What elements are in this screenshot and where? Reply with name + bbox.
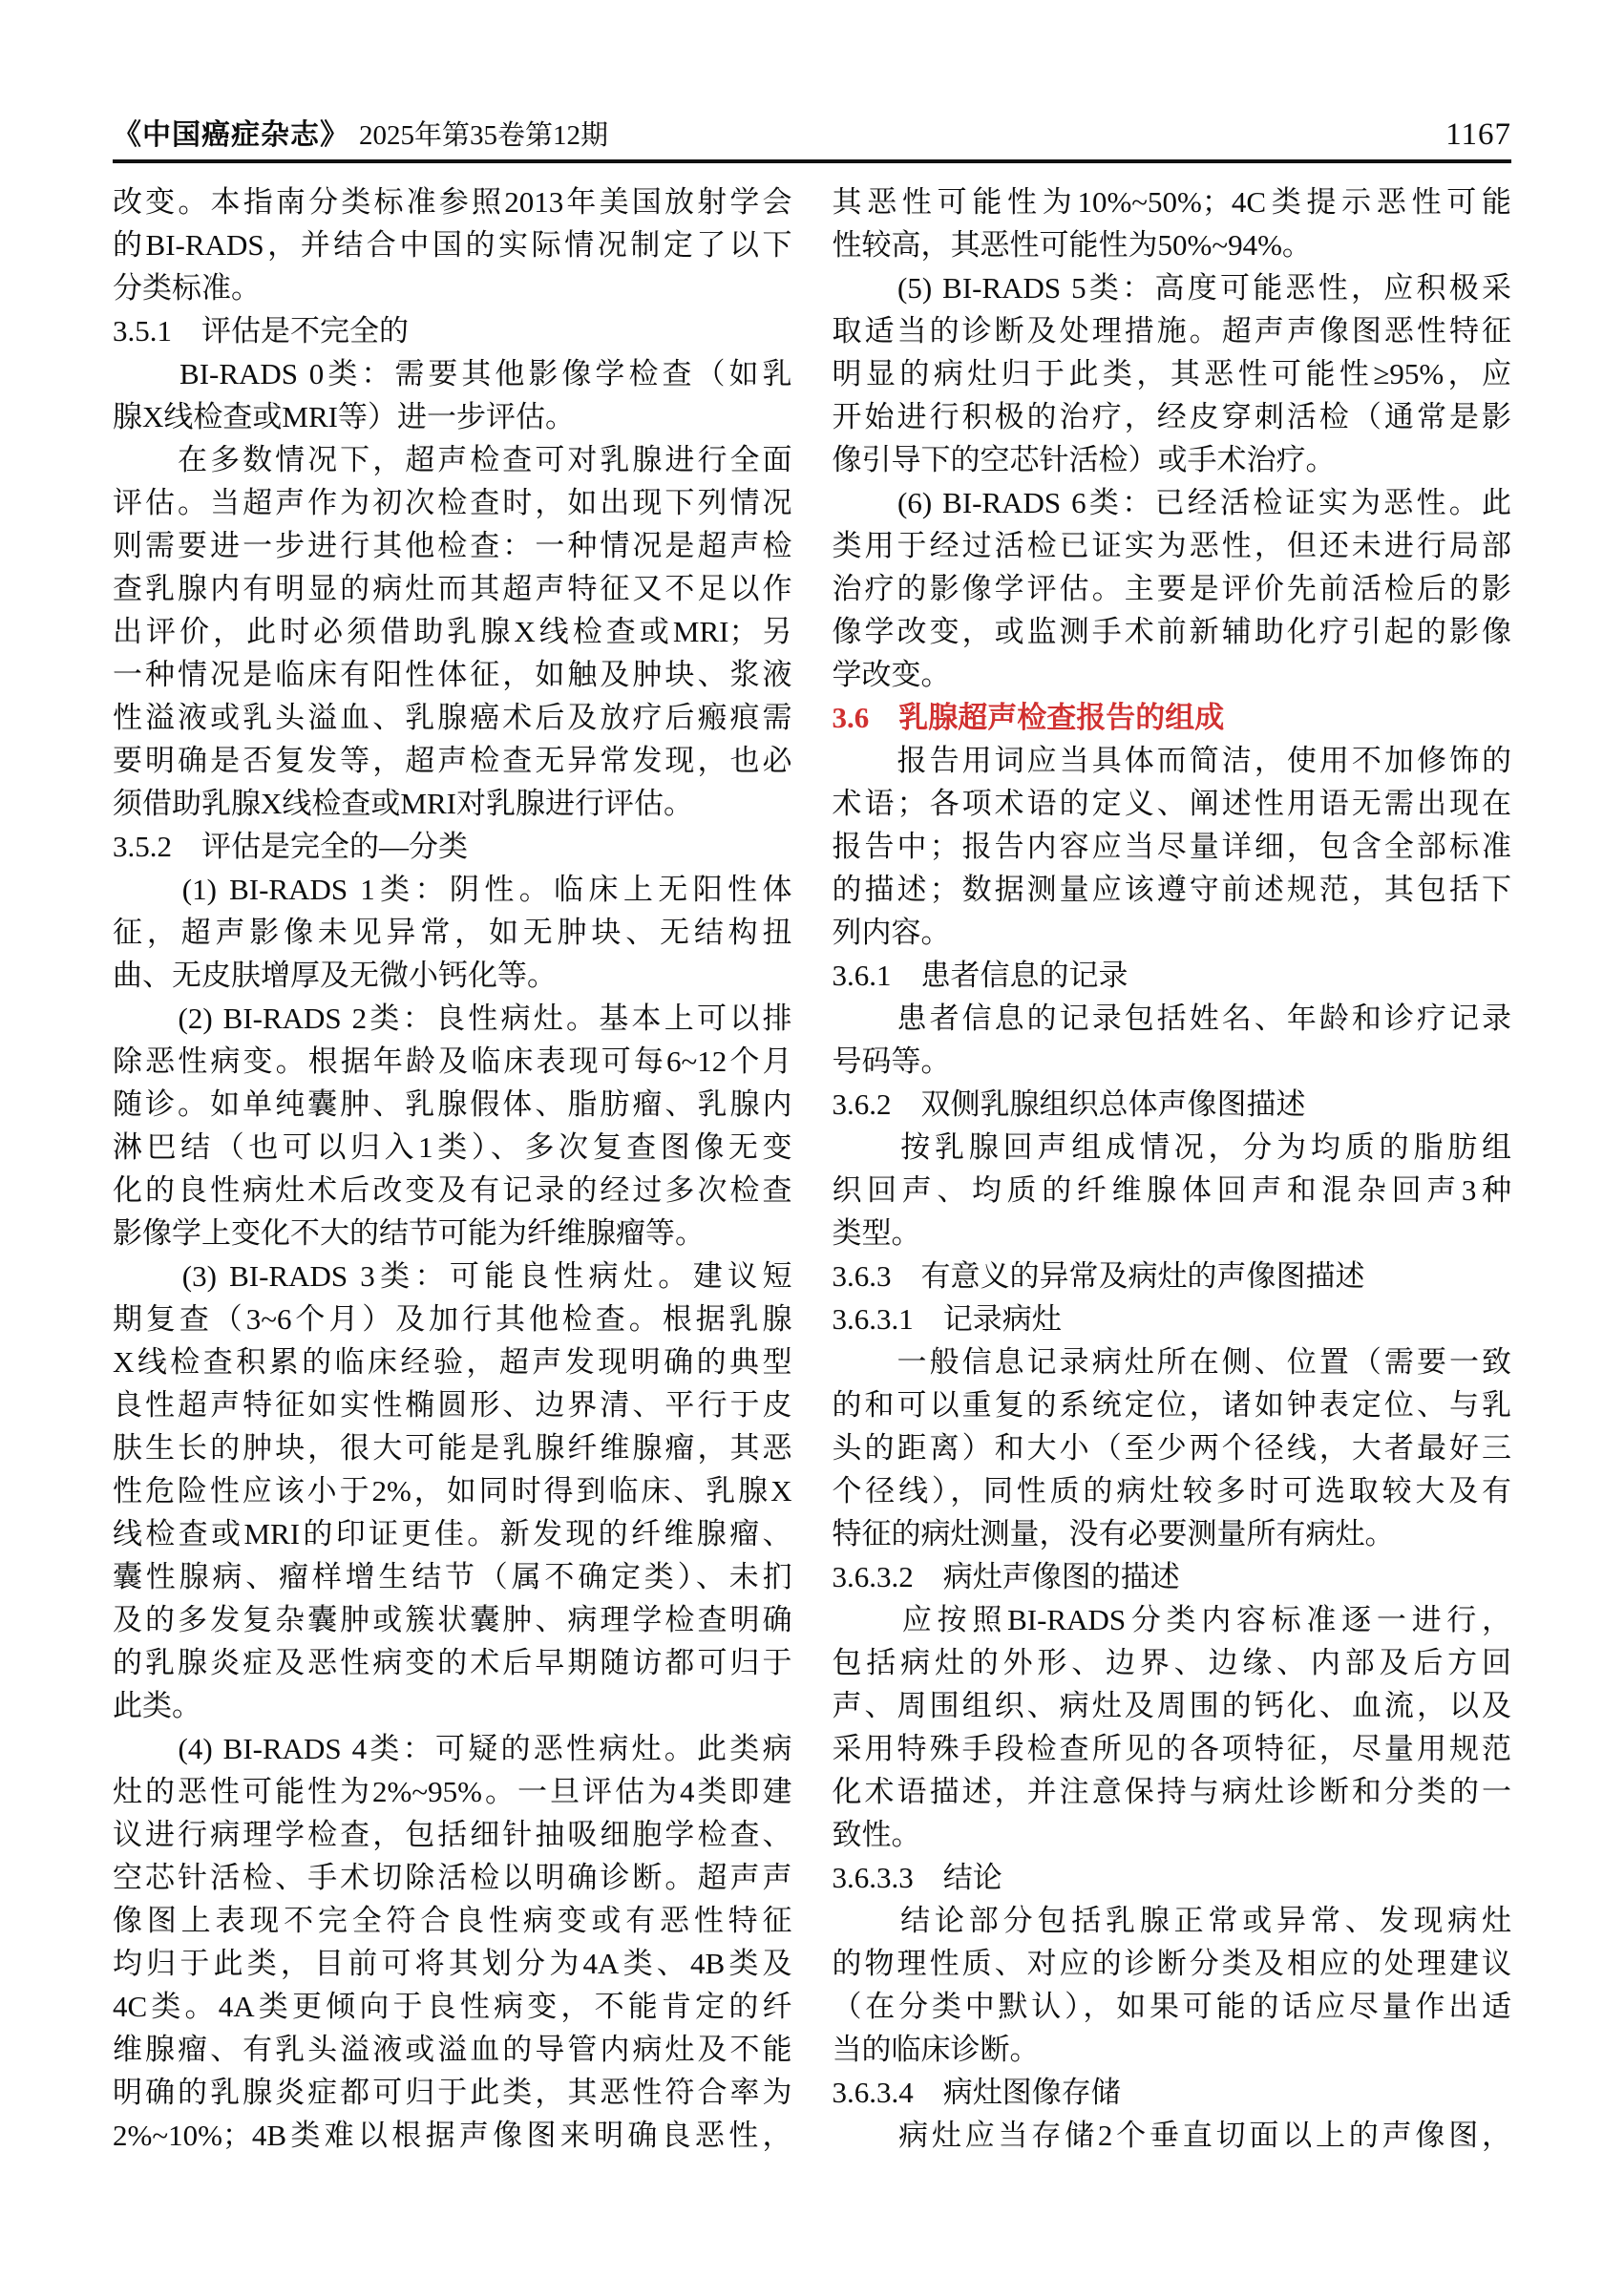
text-line: 像引导下的空芯针活检）或手术治疗。 xyxy=(832,443,1336,476)
text-line: 查乳腺内有明显的病灶而其超声特征又不足以作 xyxy=(113,572,792,605)
text-line: 肤生长的肿块，很大可能是乳腺纤维腺瘤，其恶 xyxy=(113,1431,792,1465)
text-line: 期复查（3~6个月）及加行其他检查。根据乳腺 xyxy=(113,1302,792,1336)
text-line: 开始进行积极的治疗，经皮穿刺活检（通常是影 xyxy=(832,400,1511,433)
text-line: 包括病灶的外形、边界、边缘、内部及后方回 xyxy=(832,1646,1511,1679)
text-line: 特征的病灶测量，没有必要测量所有病灶。 xyxy=(832,1517,1395,1550)
section-heading: 3.6.3.1 记录病灶 xyxy=(832,1302,1062,1336)
text-line: 征，超声影像未见异常，如无肿块、无结构扭 xyxy=(113,916,792,949)
text-line: 应按照BI-RADS分类内容标准逐一进行， xyxy=(832,1603,1511,1636)
text-line: 声、周围组织、病灶及周围的钙化、血流，以及 xyxy=(832,1689,1511,1722)
text-line: 其恶性可能性为10%~50%；4C类提示恶性可能 xyxy=(832,185,1511,219)
text-line: 取适当的诊断及处理措施。超声声像图恶性特征 xyxy=(832,314,1511,348)
text-line: 性溢液或乳头溢血、乳腺癌术后及放疗后瘢痕需 xyxy=(113,701,792,734)
header-rule xyxy=(113,159,1511,163)
text-line: 2%~10%；4B类难以根据声像图来明确良恶性， xyxy=(113,2119,792,2152)
text-line: 分类标准。 xyxy=(113,271,261,305)
text-line: 除恶性病变。根据年龄及临床表现可每6~12个月 xyxy=(113,1044,792,1078)
text-line: 的乳腺炎症及恶性病变的术后早期随访都可归于 xyxy=(113,1646,792,1679)
text-line: (1) BI-RADS 1类：阴性。临床上无阳性体 xyxy=(113,873,792,906)
text-line: 淋巴结（也可以归入1类）、多次复查图像无变 xyxy=(113,1130,792,1164)
text-line: 头的距离）和大小（至少两个径线，大者最好三 xyxy=(832,1431,1511,1465)
journal-title: 《中国癌症杂志》 xyxy=(113,119,349,151)
text-line: 的物理性质、对应的诊断分类及相应的处理建议 xyxy=(832,1947,1511,1980)
text-line: 4C类。4A类更倾向于良性病变，不能肯定的纤 xyxy=(113,1990,792,2023)
journal-issue: 2025年第35卷第12期 xyxy=(359,120,609,151)
section-heading: 3.6.1 患者信息的记录 xyxy=(832,959,1128,992)
text-line: 曲、无皮肤增厚及无微小钙化等。 xyxy=(113,959,557,992)
text-line: 议进行病理学检查，包括细针抽吸细胞学检查、 xyxy=(113,1818,792,1851)
text-line: 个径线），同性质的病灶较多时可选取较大及有 xyxy=(832,1474,1511,1508)
text-line: 此类。 xyxy=(113,1689,201,1722)
text-line: 的和可以重复的系统定位，诸如钟表定位、与乳 xyxy=(832,1388,1511,1422)
text-line: 及的多发复杂囊肿或簇状囊肿、病理学检查明确 xyxy=(113,1603,792,1636)
text-line: 出评价，此时必须借助乳腺X线检查或MRI；另 xyxy=(113,615,792,648)
text-line: 须借助乳腺X线检查或MRI对乳腺进行评估。 xyxy=(113,787,693,820)
text-line: 的BI-RADS，并结合中国的实际情况制定了以下 xyxy=(113,228,792,262)
text-line: 报告中；报告内容应当尽量详细，包含全部标准 xyxy=(832,830,1511,863)
text-line: 当的临床诊断。 xyxy=(832,2033,1040,2066)
text-line: 则需要进一步进行其他检查：一种情况是超声检 xyxy=(113,529,792,562)
text-line: 明显的病灶归于此类，其恶性可能性≥95%，应 xyxy=(832,357,1511,390)
text-line: (5) BI-RADS 5类：高度可能恶性，应积极采 xyxy=(832,271,1511,305)
section-heading: 3.5.1 评估是不完全的 xyxy=(113,314,409,348)
text-line: 学改变。 xyxy=(832,658,951,691)
text-line: (2) BI-RADS 2类：良性病灶。基本上可以排 xyxy=(113,1002,792,1035)
text-line: 结论部分包括乳腺正常或异常、发现病灶 xyxy=(832,1904,1511,1937)
text-line: 均归于此类，目前可将其划分为4A类、4B类及 xyxy=(113,1947,792,1980)
text-line: 化的良性病灶术后改变及有记录的经过多次检查 xyxy=(113,1173,792,1207)
text-line: 评估。当超声作为初次检查时，如出现下列情况 xyxy=(113,486,792,519)
section-heading: 3.6.3.2 病灶声像图的描述 xyxy=(832,1560,1180,1593)
text-line: 一般信息记录病灶所在侧、位置（需要一致 xyxy=(832,1345,1511,1379)
text-line: 像学改变，或监测手术前新辅助化疗引起的影像 xyxy=(832,615,1511,648)
text-line: 随诊。如单纯囊肿、乳腺假体、脂肪瘤、乳腺内 xyxy=(113,1087,792,1121)
text-line: 改变。本指南分类标准参照2013年美国放射学会 xyxy=(113,185,792,219)
text-line: 性危险性应该小于2%，如同时得到临床、乳腺X xyxy=(113,1474,792,1508)
text-line: 良性超声特征如实性椭圆形、边界清、平行于皮 xyxy=(113,1388,792,1422)
text-line: 性较高，其恶性可能性为50%~94%。 xyxy=(832,228,1312,262)
page-number: 1167 xyxy=(1445,117,1511,152)
text-line: 明确的乳腺炎症都可归于此类，其恶性符合率为 xyxy=(113,2076,792,2109)
text-line: 线检查或MRI的印证更佳。新发现的纤维腺瘤、 xyxy=(113,1517,792,1550)
text-line: 空芯针活检、手术切除活检以明确诊断。超声声 xyxy=(113,1861,792,1894)
text-line: 囊性腺病、瘤样增生结节（属不确定类）、未扪 xyxy=(113,1560,792,1593)
section-heading: 3.6.3.3 结论 xyxy=(832,1861,1002,1894)
text-line: 按乳腺回声组成情况，分为均质的脂肪组 xyxy=(832,1130,1511,1164)
text-line: (4) BI-RADS 4类：可疑的恶性病灶。此类病 xyxy=(113,1732,792,1765)
header-left xyxy=(113,111,608,153)
text-line: 类用于经过活检已证实为恶性，但还未进行局部 xyxy=(832,529,1511,562)
text-line: (3) BI-RADS 3类：可能良性病灶。建议短 xyxy=(113,1259,792,1293)
text-line: 腺X线检查或MRI等）进一步评估。 xyxy=(113,400,575,433)
text-line: 在多数情况下，超声检查可对乳腺进行全面 xyxy=(113,443,792,476)
text-line: 影像学上变化不大的结节可能为纤维腺瘤等。 xyxy=(113,1216,705,1250)
text-line: 治疗的影像学评估。主要是评价先前活检后的影 xyxy=(832,572,1511,605)
text-line: 号码等。 xyxy=(832,1044,951,1078)
right-column xyxy=(833,180,1512,2157)
section-heading: 3.6.2 双侧乳腺组织总体声像图描述 xyxy=(832,1087,1306,1121)
text-line: (6) BI-RADS 6类：已经活检证实为恶性。此 xyxy=(832,486,1511,519)
section-heading: 3.5.2 评估是完全的—分类 xyxy=(113,830,468,863)
text-line: 类型。 xyxy=(832,1216,921,1250)
text-line: （在分类中默认），如果可能的话应尽量作出适 xyxy=(832,1990,1511,2023)
text-line: X线检查积累的临床经验，超声发现明确的典型 xyxy=(113,1345,792,1379)
text-line: 像图上表现不完全符合良性病变或有恶性特征 xyxy=(113,1904,792,1937)
text-line: 术语；各项术语的定义、阐述性用语无需出现在 xyxy=(832,787,1511,820)
text-line: 一种情况是临床有阳性体征，如触及肿块、浆液 xyxy=(113,658,792,691)
section-heading: 3.6 乳腺超声检查报告的组成 xyxy=(832,701,1225,734)
page-header xyxy=(113,0,1511,153)
text-line: 致性。 xyxy=(832,1818,921,1851)
content-columns xyxy=(113,180,1511,2157)
text-line: 病灶应当存储2个垂直切面以上的声像图， xyxy=(832,2119,1511,2152)
text-line: 报告用词应当具体而简洁，使用不加修饰的 xyxy=(832,744,1511,777)
text-line: 织回声、均质的纤维腺体回声和混杂回声3种 xyxy=(832,1173,1511,1207)
text-line: 患者信息的记录包括姓名、年龄和诊疗记录 xyxy=(832,1002,1511,1035)
text-line: BI-RADS 0类：需要其他影像学检查（如乳 xyxy=(113,357,792,390)
text-line: 维腺瘤、有乳头溢液或溢血的导管内病灶及不能 xyxy=(113,2033,792,2066)
text-line: 要明确是否复发等，超声检查无异常发现，也必 xyxy=(113,744,792,777)
left-column xyxy=(113,180,792,2157)
text-line: 列内容。 xyxy=(832,916,951,949)
section-heading: 3.6.3 有意义的异常及病灶的声像图描述 xyxy=(832,1259,1365,1293)
text-line: 的描述；数据测量应该遵守前述规范，其包括下 xyxy=(832,873,1511,906)
text-line: 灶的恶性可能性为2%~95%。一旦评估为4类即建 xyxy=(113,1775,792,1808)
section-heading: 3.6.3.4 病灶图像存储 xyxy=(832,2076,1121,2109)
text-line: 化术语描述，并注意保持与病灶诊断和分类的一 xyxy=(832,1775,1511,1808)
text-line: 采用特殊手段检查所见的各项特征，尽量用规范 xyxy=(832,1732,1511,1765)
